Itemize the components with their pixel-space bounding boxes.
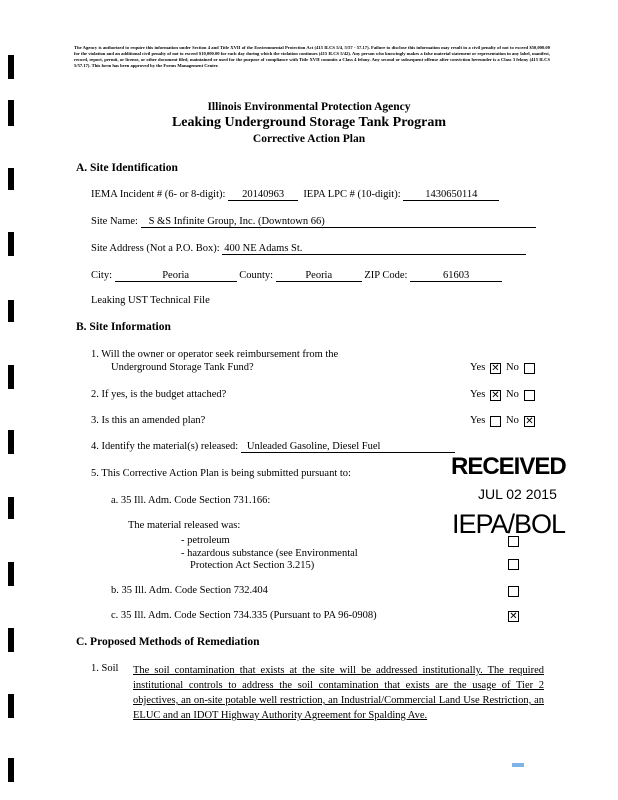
option-a: a. 35 Ill. Adm. Code Section 731.166:	[111, 495, 271, 506]
q1-no-label: No	[506, 362, 519, 373]
zip-field[interactable]: 61603	[410, 270, 502, 282]
lpc-label: IEPA LPC # (10-digit):	[303, 189, 401, 200]
county-label: County:	[239, 270, 274, 281]
scan-mark	[8, 562, 14, 586]
option-c-checkbox-checked[interactable]: ✕	[509, 611, 518, 622]
q3-no-checkbox-checked[interactable]: ✕	[525, 416, 534, 427]
material-released-label: The material released was:	[128, 520, 241, 531]
scan-mark	[8, 300, 14, 322]
q3-yes-checkbox[interactable]	[490, 416, 501, 427]
iepa-bol-stamp: IEPA/BOL	[452, 509, 566, 539]
scan-mark	[8, 694, 14, 718]
question-3: 3. Is this an amended plan?	[91, 415, 206, 426]
hazardous-label-cont: Protection Act Section 3.215)	[190, 560, 315, 571]
received-date-stamp: JUL 02 2015	[478, 486, 557, 502]
received-stamp: RECEIVED	[451, 453, 566, 480]
agency-title: Illinois Environmental Protection Agency	[207, 101, 411, 113]
site-name-label: Site Name:	[91, 216, 138, 227]
scan-mark	[8, 365, 14, 389]
site-address-label: Site Address (Not a P.O. Box):	[91, 243, 220, 254]
q1-yes-checkbox-checked[interactable]: ✕	[491, 363, 500, 374]
question-4-label: 4. Identify the material(s) released:	[91, 441, 239, 452]
file-label: Leaking UST Technical File	[91, 295, 210, 306]
scan-artifact	[512, 763, 524, 767]
iema-field[interactable]: 20140963	[228, 189, 298, 201]
q3-no-label: No	[506, 415, 519, 426]
city-field[interactable]: Peoria	[115, 270, 237, 282]
option-c: c. 35 Ill. Adm. Code Section 734.335 (Pursuant to PA 96-0908)	[111, 610, 377, 621]
scan-mark	[8, 497, 14, 519]
scan-mark	[8, 758, 14, 782]
materials-released-field[interactable]: Unleaded Gasoline, Diesel Fuel	[241, 441, 455, 453]
q1-no-checkbox[interactable]	[524, 363, 535, 374]
iema-label: IEMA Incident # (6- or 8-digit):	[91, 189, 226, 200]
q2-no-label: No	[506, 389, 519, 400]
q2-yes-label: Yes	[470, 389, 486, 400]
site-address-field[interactable]: 400 NE Adams St.	[222, 243, 526, 255]
soil-label: 1. Soil	[91, 663, 119, 674]
county-field[interactable]: Peoria	[276, 270, 362, 282]
option-b-checkbox[interactable]	[508, 586, 519, 597]
section-b-heading: B. Site Information	[76, 321, 171, 333]
program-title: Leaking Underground Storage Tank Program	[171, 115, 447, 130]
question-1: 1. Will the owner or operator seek reimbursement from the	[91, 349, 339, 360]
question-1-cont: Underground Storage Tank Fund?	[111, 362, 254, 373]
lpc-field[interactable]: 1430650114	[403, 189, 499, 201]
hazardous-checkbox[interactable]	[508, 559, 519, 570]
q2-no-checkbox[interactable]	[524, 390, 535, 401]
scan-mark	[8, 168, 14, 190]
soil-remediation-text: The soil contamination that exists at the site will be addressed institutionally. The required institutional controls to address the soil contamination that exists are the usage of Tier 2 objectives, an on-site potable well restriction, an Industrial/Commercial Land Use Restriction, an ELUC and an IDOT Highway Authority Agreement for Spalding Ave.	[133, 665, 544, 721]
q3-yes-label: Yes	[470, 415, 486, 426]
section-a-heading: A. Site Identification	[76, 162, 178, 174]
scan-mark	[8, 628, 14, 652]
hazardous-label: - hazardous substance (see Environmental	[181, 548, 358, 559]
site-name-field[interactable]: S &S Infinite Group, Inc. (Downtown 66)	[141, 216, 536, 228]
scan-mark	[8, 430, 14, 454]
city-label: City:	[91, 270, 113, 281]
question-5: 5. This Corrective Action Plan is being submitted pursuant to:	[91, 468, 351, 479]
scan-mark	[8, 55, 14, 79]
q2-yes-checkbox-checked[interactable]: ✕	[491, 390, 500, 401]
legal-notice: The Agency is authorized to require this information under Section 4 and Title XVII of the Environmental Protection Act (415 ILCS 5/4, 5/57 - 57.17). Failure to disclose this information may result in a civil penalty of not to exceed $50,000.00 for the violation and an additional civil penalty of not to exceed $10,000.00 for each day during which the violation continues (415 ILCS 5/42). Any person who knowingly makes a false material statement or representation in any label, manifest, record, report, permit, or license, or other document filed, maintained or used for the purpose of compliance with Title XVII commits a Class 4 felony. Any second or subsequent offense after conviction hereunder is a Class 3 felony (415 ILCS 5/57.17). This form has been approved by the Forms Management Center.	[74, 45, 550, 68]
q1-yes-label: Yes	[470, 362, 486, 373]
form-title: Corrective Action Plan	[252, 133, 366, 145]
option-b: b. 35 Ill. Adm. Code Section 732.404	[111, 585, 268, 596]
section-c-heading: C. Proposed Methods of Remediation	[76, 636, 260, 648]
zip-label: ZIP Code:	[364, 270, 408, 281]
petroleum-label: - petroleum	[181, 535, 230, 546]
scan-mark	[8, 232, 14, 256]
question-2: 2. If yes, is the budget attached?	[91, 389, 227, 400]
